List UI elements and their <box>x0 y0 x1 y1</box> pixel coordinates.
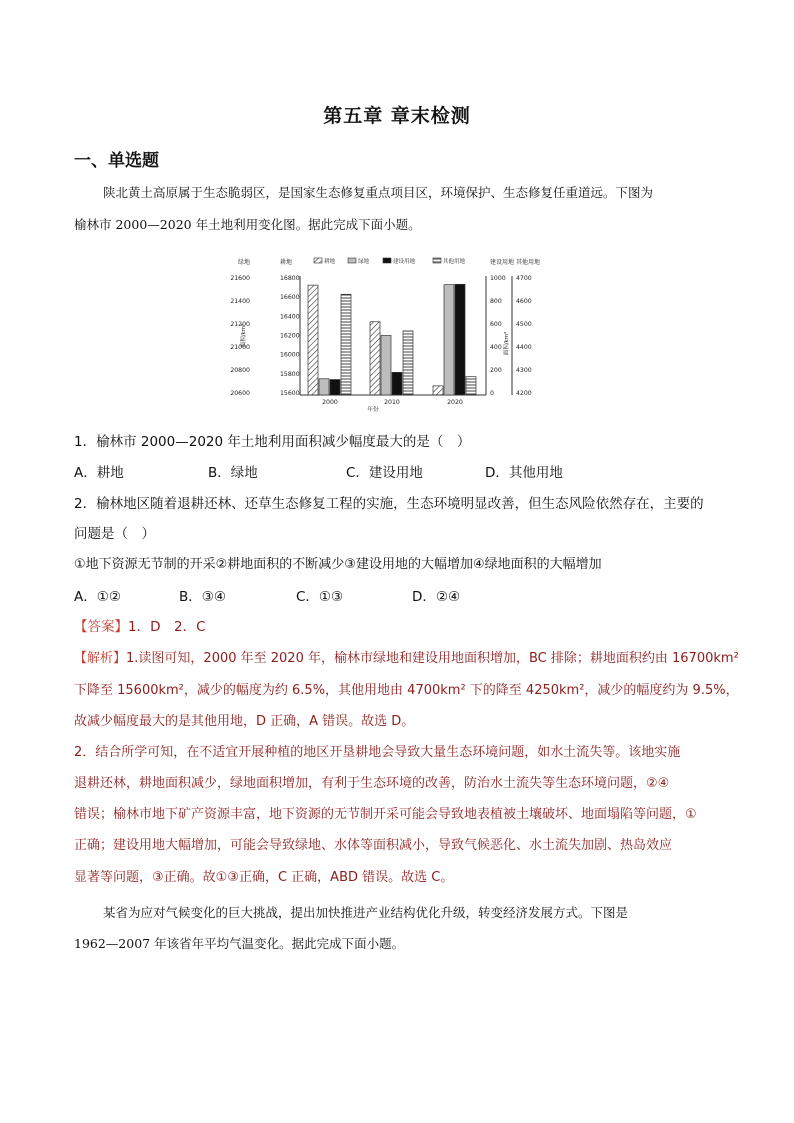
build-axis-tick-label: 800 <box>490 298 502 305</box>
q1-option-b: B．绿地 <box>208 465 258 481</box>
green-axis-title: 绿地 <box>237 259 250 266</box>
legend-label-2: 绿地 <box>358 259 370 265</box>
build-axis-tick-label: 600 <box>490 321 502 328</box>
analysis-line-8: 显著等问题，③正确。故①③正确，C 正确，ABD 错误。故选 C。 <box>74 870 454 885</box>
legend-swatch-2 <box>348 258 356 263</box>
build-axis-tick-label: 400 <box>490 344 502 351</box>
farm-axis-tick-label: 16400 <box>280 313 300 321</box>
farm-axis-tick-label: 16200 <box>280 332 300 340</box>
intro2-line-2: 1962—2007 年该省年平均气温变化。据此完成下面小题。 <box>74 936 405 951</box>
other-axis-tick-label: 4200 <box>516 390 532 397</box>
bar-其他用地-2000 <box>341 294 351 395</box>
bar-耕地-2010 <box>370 322 380 395</box>
question-1-stem: 1．榆林市 2000—2020 年土地利用面积减少幅度最大的是（ ） <box>74 434 471 450</box>
other-axis-tick-label: 4300 <box>516 367 532 374</box>
x-tick-label: 2020 <box>447 399 463 406</box>
other-axis-tick-label: 4500 <box>516 321 532 328</box>
section-heading: 一、单选题 <box>74 151 159 171</box>
page-title: 第五章 章末检测 <box>323 105 471 127</box>
farm-axis-tick-label: 15600 <box>280 390 300 397</box>
analysis-line-7: 正确；建设用地大幅增加，可能会导致绿地、水体等面积减小，导致气候恶化、水土流失加剧、热岛效应 <box>74 838 673 853</box>
analysis-line-6: 错误；榆林市地下矿产资源丰富，地下资源的无节制开采可能会导致地表植被土壤破坏、地面塌陷等问题，① <box>74 807 697 822</box>
x-tick-label: 2000 <box>322 399 338 406</box>
x-tick-label: 2010 <box>384 399 400 406</box>
build-axis-tick-label: 1000 <box>490 275 506 282</box>
bar-绿地-2000 <box>319 379 329 395</box>
analysis-line-3: 故减少幅度最大的是其他用地，D 正确，A 错误。故选 D。 <box>74 714 415 729</box>
q1-option-c: C．建设用地 <box>346 465 423 481</box>
farm-axis-tick-label: 15800 <box>280 370 300 378</box>
analysis-line-4: 2．结合所学可知，在不适宜开展种植的地区开垦耕地会导致大量生态环境问题，如水土流失等。该地实施 <box>74 745 681 760</box>
q2-option-a: A．①② <box>74 589 121 605</box>
bar-建设用地-2000 <box>330 380 340 395</box>
left-ylabel: 面积/km² <box>241 323 247 348</box>
green-axis-tick-label: 21600 <box>230 275 250 282</box>
question-2-stem-line-2: 问题是（ ） <box>74 526 155 542</box>
bar-绿地-2010 <box>381 336 391 396</box>
legend-label-4: 其他用地 <box>443 259 466 265</box>
right-ylabel: 面积/km² <box>504 331 510 356</box>
legend-label-3: 建设用地 <box>393 259 416 265</box>
analysis-line-5: 退耕还林，耕地面积减少，绿地面积增加，有利于生态环境的改善，防治水土流失等生态环境问题，②④ <box>74 776 670 791</box>
analysis-label: 【解析】 <box>74 651 127 666</box>
farm-axis-tick-label: 16600 <box>280 294 300 302</box>
bar-其他用地-2010 <box>403 331 413 395</box>
green-axis-tick-label: 20800 <box>230 367 250 374</box>
farm-axis-tick-label: 16000 <box>280 351 300 359</box>
intro-line-2: 榆林市 2000—2020 年土地利用变化图。据此完成下面小题。 <box>74 217 421 232</box>
build-axis-tick-label: 0 <box>490 390 494 397</box>
legend-swatch-1 <box>314 258 322 263</box>
bar-耕地-2020 <box>433 386 443 395</box>
bar-耕地-2000 <box>308 285 318 395</box>
legend-swatch-3 <box>383 258 391 263</box>
green-axis-tick-label: 21000 <box>230 344 250 351</box>
green-axis-tick-label: 21200 <box>230 321 250 328</box>
build-axis-title: 建设用地 <box>490 259 515 266</box>
green-axis-tick-label: 20600 <box>230 390 250 397</box>
build-axis-tick-label: 200 <box>490 367 502 374</box>
intro-line-1: 陕北黄土高原属于生态脆弱区，是国家生态修复重点项目区，环境保护、生态修复任重道远。下图为 <box>103 185 654 200</box>
other-axis-title: 其他用地 <box>516 259 541 266</box>
q2-option-d: D．②④ <box>412 589 461 605</box>
q1-option-a: A．耕地 <box>74 465 124 481</box>
farm-axis-title: 耕地 <box>280 259 293 266</box>
other-axis-tick-label: 4400 <box>516 344 532 351</box>
bar-建设用地-2020 <box>455 284 465 395</box>
answer-line <box>74 615 206 635</box>
answer-label: 【答案】 <box>74 619 128 635</box>
bar-绿地-2020 <box>444 285 454 395</box>
legend-label-1: 耕地 <box>324 259 336 265</box>
q2-option-b: B．③④ <box>179 589 226 605</box>
analysis-line-1: 【解析】1.读图可知，2000 年至 2020 年，榆林市绿地和建设用地面积增加，BC 排除；耕地面积约由 16700km² <box>74 651 739 666</box>
other-axis-tick-label: 4700 <box>516 275 532 282</box>
farm-axis-tick-label: 16800 <box>280 275 300 282</box>
q2-option-c: C．①③ <box>296 589 344 605</box>
x-axis-label: 年份 <box>367 407 379 412</box>
other-axis-tick-label: 4600 <box>516 298 532 305</box>
green-axis-tick-label: 21400 <box>230 298 250 305</box>
q1-option-d: D．其他用地 <box>485 465 563 481</box>
bar-建设用地-2010 <box>392 372 402 395</box>
bar-其他用地-2020 <box>466 377 476 395</box>
question-2-stem-line-1: 2．榆林地区随着退耕还林、还草生态修复工程的实施，生态环境明显改善，但生态风险依然存在，主要的 <box>74 496 704 512</box>
answer-text: 1．D 2．C <box>128 619 206 635</box>
analysis-line-2: 下降至 15600km²，减少的幅度为约 6.5%，其他用地由 4700km² 下的降至 4250km²，减少的幅度约为 9.5%， <box>74 683 739 698</box>
intro2-line-1: 某省为应对气候变化的巨大挑战，提出加快推进产业结构优化升级，转变经济发展方式。下图是 <box>103 905 629 920</box>
legend-swatch-4 <box>433 258 441 263</box>
land-use-chart <box>228 252 568 412</box>
question-2-items: ①地下资源无节制的开采②耕地面积的不断减少③建设用地的大幅增加④绿地面积的大幅增加 <box>74 557 602 572</box>
